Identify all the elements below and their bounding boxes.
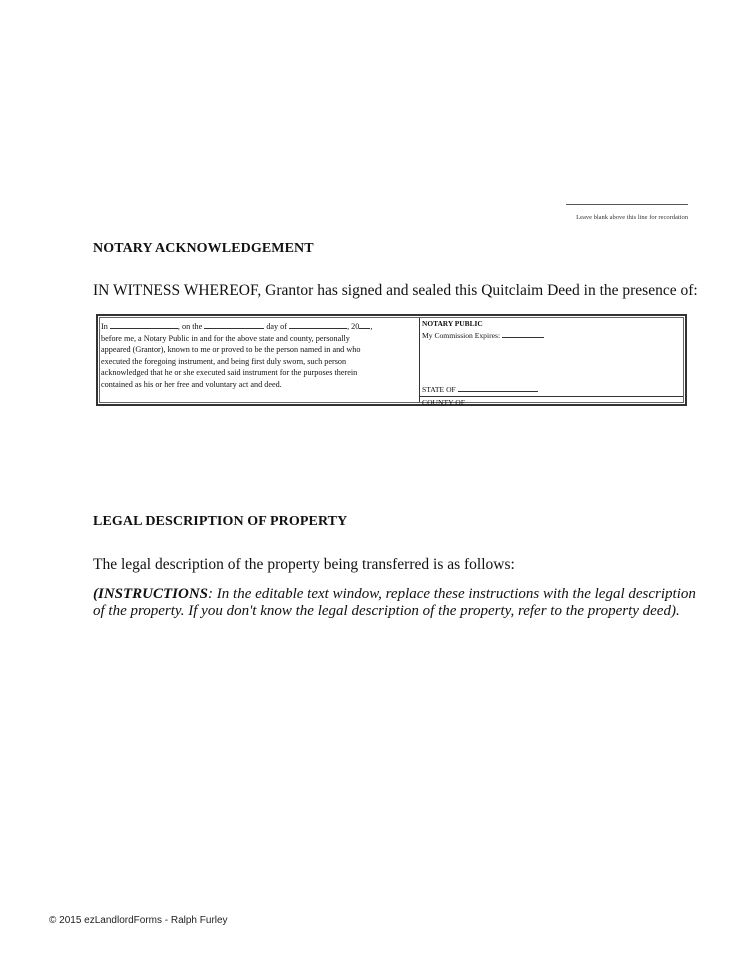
legal-description-intro: The legal description of the property being transferred is as follows: bbox=[93, 556, 515, 573]
date-blank[interactable] bbox=[204, 321, 264, 329]
notary-acknowledgement-box bbox=[96, 314, 687, 406]
acknowledgement-line: acknowledged that he or she executed said instrument for the purposes therein bbox=[101, 368, 358, 378]
commission-expires-row bbox=[422, 330, 544, 341]
location-blank[interactable] bbox=[110, 321, 178, 329]
notary-public-label: NOTARY PUBLIC bbox=[422, 319, 483, 328]
comma: , bbox=[370, 322, 373, 331]
in-label: In bbox=[101, 322, 108, 331]
witness-statement: IN WITNESS WHEREOF, Grantor has signed and sealed this Quitclaim Deed in the presence of: bbox=[93, 282, 698, 299]
state-row bbox=[422, 384, 538, 395]
acknowledgement-text bbox=[100, 318, 420, 402]
month-blank[interactable] bbox=[289, 321, 347, 329]
acknowledgement-line: appeared (Grantor), known to me or proved to be the person named in and who bbox=[101, 345, 361, 355]
commission-expires-label: My Commission Expires: bbox=[422, 331, 501, 340]
recordation-line bbox=[566, 204, 688, 205]
year-label: , 20 bbox=[347, 322, 360, 331]
county-blank[interactable] bbox=[467, 397, 547, 405]
legal-description-heading: LEGAL DESCRIPTION OF PROPERTY bbox=[93, 514, 348, 529]
copyright-footer: © 2015 ezLandlordForms - Ralph Furley bbox=[49, 915, 228, 926]
recordation-note: Leave blank above this line for recordation bbox=[576, 214, 688, 221]
notary-heading: NOTARY ACKNOWLEDGEMENT bbox=[93, 241, 314, 256]
state-label: STATE OF bbox=[422, 385, 456, 394]
instructions-label: (INSTRUCTIONS bbox=[93, 586, 209, 602]
acknowledgement-line: before me, a Notary Public in and for the above state and county, personally bbox=[101, 333, 350, 343]
legal-description-instructions[interactable] bbox=[93, 586, 703, 620]
day-of-label: day of bbox=[266, 322, 288, 331]
acknowledgement-line: executed the foregoing instrument, and being first duly sworn, such person bbox=[101, 356, 347, 366]
county-label: COUNTY OF bbox=[422, 398, 465, 407]
year-blank[interactable] bbox=[359, 321, 373, 331]
notary-public-panel bbox=[420, 318, 683, 407]
acknowledgement-date-line bbox=[101, 321, 417, 333]
county-row bbox=[420, 396, 683, 408]
acknowledgement-line: contained as his or her free and voluntary act and deed. bbox=[101, 379, 282, 389]
instructions-text: : In the editable text window, replace these instructions with the legal description of the property. If you don't know the legal description of the property, refer to the property deed). bbox=[93, 586, 696, 619]
state-blank[interactable] bbox=[458, 384, 538, 392]
commission-expires-blank[interactable] bbox=[502, 330, 544, 338]
on-the-label: , on the bbox=[177, 322, 203, 331]
